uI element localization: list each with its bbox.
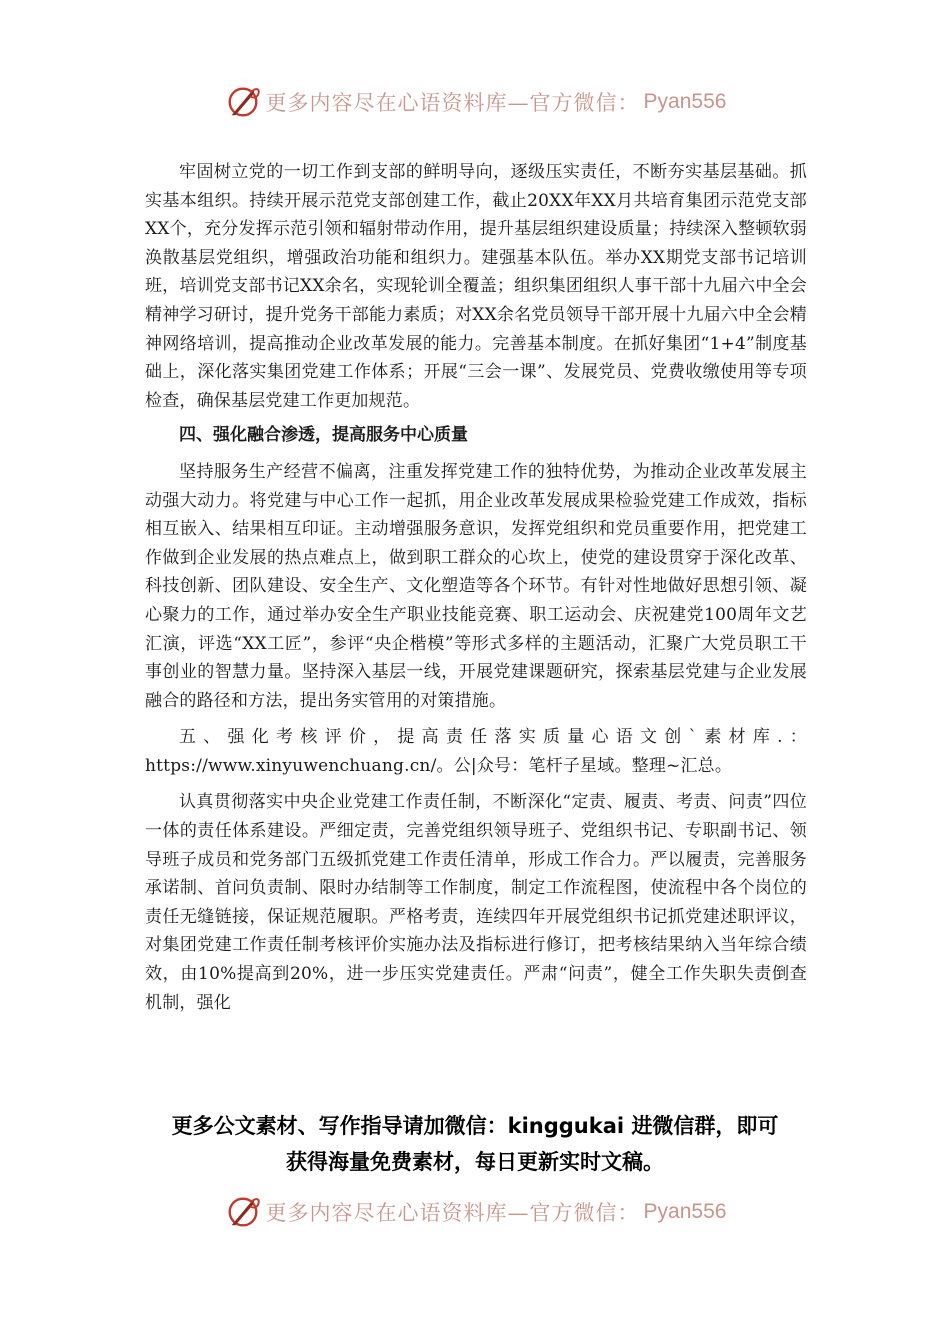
banner-text: 更多内容尽在心语资料库—官方微信： (265, 91, 640, 115)
paragraph-integration: 坚持服务生产经营不偏离，注重发挥党建工作的独特优势，为推动企业改革发展主动强大动力。将党建与中心工作一起抓，用企业改革发展成果检验党建工作成效，指标相互嵌入、结果相互印证。主动增强服务意识，发挥党组织和党员重要作用，把党建工作做到企业发展的热点难点上，做到职工群众的心坎上，使党的建设贯穿于深化改革、科技创新、团队建设、安全生产、文化塑造等各个环节。有针对性地做好思想引领、凝心聚力的工作，通过举办安全生产职业技能竞赛、职工运动会、庆祝建党100周年文艺汇演，评选“XX工匠”，参评“央企楷模”等形式多样的主题活动，汇聚广大党员职工干事创业的智慧力量。坚持深入基层一线，开展党建课题研究，探索基层党建与企业发展融合的路径和方法，提出务实管用的对策措施。 (145, 461, 807, 711)
document-body (145, 158, 807, 1017)
promo-line-2: 获得海量免费素材，每日更新实时文稿。 (286, 1150, 664, 1174)
top-watermark-banner (0, 78, 950, 126)
banner-text: 更多内容尽在心语资料库—官方微信： (265, 1201, 640, 1225)
paragraph-organization: 牢固树立党的一切工作到支部的鲜明导向，逐级压实责任，不断夯实基层基础。抓实基本组织。持续开展示范党支部创建工作，截止20XX年XX月共培育集团示范党支部XX个，充分发挥示范引领和辐射带动作用，提升基层组织建设质量；持续深入整顿软弱涣散基层党组织，增强政治功能和组织力。建强基本队伍。举办XX期党支部书记培训班，培训党支部书记XX余名，实现轮训全覆盖；组织集团组织人事干部十九届六中全会精神学习研讨，提升党务干部能力素质；对XX余名党员领导干部开展十九届六中全会精神网络培训，提高推动企业改革发展的能力。完善基本制度。在抓好集团“1+4”制度基础上，深化落实集团党建工作体系；开展“三会一课”、发展党员、党费收缴使用等专项检查，确保基层党建工作更加规范。 (145, 162, 807, 411)
paragraph-responsibility: 认真贯彻落实中央企业党建工作责任制，不断深化“定责、履责、考责、问责”四位一体的责任体系建设。严细定责，完善党组织领导班子、党组织书记、专职副书记、领导班子成员和党务部门五级抓党建工作责任清单，形成工作合力。严以履责，完善服务承诺制、首问负责制、限时办结制等工作制度，制定工作流程图，使流程中各个岗位的责任无缝链接，保证规范履职。严格考责，连续四年开展党组织书记抓党建述职评议，对集团党建工作责任制考核评价实施办法及指标进行修订，把考核结果纳入当年综合绩效，由10%提高到20%，进一步压实党建责任。严肃“问责”，健全工作失职失责倒查机制，强化 (145, 792, 807, 1013)
bottom-watermark-banner (0, 1188, 950, 1236)
quill-logo-icon (224, 83, 262, 121)
promo-notice (0, 1108, 950, 1180)
promo-line-1: 更多公文素材、写作指导请加微信：kinggukai 进微信群，即可 (171, 1114, 779, 1138)
banner-wechat-id: Pyan556 (643, 1200, 727, 1223)
paragraph-section-five: 五、强化考核评价，提高责任落实质量心语文创`素材库.：https://www.xinyuwenchuang.cn/。公|众号：笔杆子星域。整理~汇总。 (145, 727, 807, 776)
quill-logo-icon (224, 1193, 262, 1231)
section-heading-four: 四、强化融合渗透，提高服务中心质量 (179, 425, 468, 446)
banner-wechat-id: Pyan556 (643, 90, 727, 113)
